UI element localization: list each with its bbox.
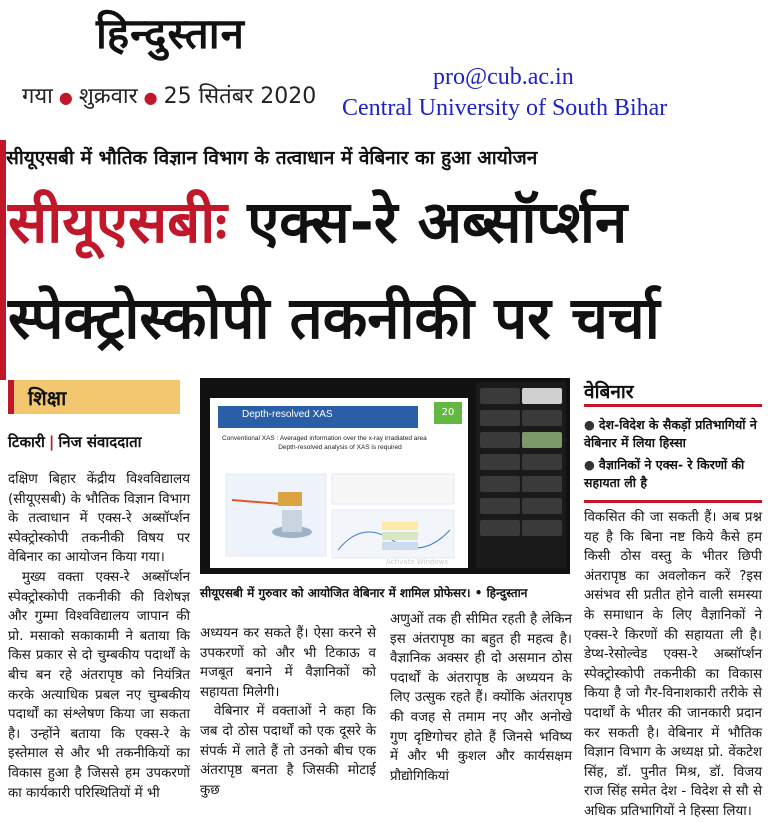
participant-tile (522, 432, 562, 448)
dateline-city: गया (22, 84, 53, 109)
slide-number: 20 (434, 402, 462, 424)
sidebar-bullet (584, 456, 764, 492)
slide-title: Depth-resolved XAS (242, 409, 333, 420)
participant-tile (480, 410, 520, 426)
participant-tile (522, 388, 562, 404)
sidebar-bullet-text: देश-विदेश के सैकड़ों प्रतिभागियों ने वेबिनार में लिया हिस्सा (584, 417, 757, 450)
left-paragraph-1: दक्षिण बिहार केंद्रीय विश्वविद्यालय (सीयूएसबी) के भौतिक विज्ञान विभाग के तत्वाधान में एक्स-रे अब्सॉर्प्शन स्पेक्ट्रोस्कोपी तकनीकी विषय पर वेबिनार का आयोजन किया गया। (8, 472, 190, 566)
headline-line-2: स्पेक्ट्रोस्कोपी तकनीकी पर चर्चा (8, 284, 660, 352)
xas-diagram (222, 470, 458, 562)
slide-title-bar (218, 406, 418, 428)
mid1-paragraph-2: वेबिनार में वक्ताओं ने कहा कि जब दो ठोस पदार्थों को एक दूसरे के संपर्क में लाते हैं तो उनको बीच एक अंतरापृष्ठ बनता है जिसकी मोटाई कुछ (200, 704, 376, 798)
participant-tile (480, 388, 520, 404)
participant-tile (480, 454, 520, 470)
left-paragraph-2: मुख्य वक्ता एक्स-रे अब्सॉर्प्शन स्पेक्ट्रोस्कोपी तकनीकी की विशेषज्ञ और गुम्मा विश्वविद्यालय जापान की प्रो. मसाको सकाकामी ने बताया कि किस प्रकार से दो चुम्बकीय पदार्थों के बीच बन रहे अंतरापृष्ठ को नियंत्रित करके अत्याधिक प्रबल नए चुम्बकीय पदार्थों का संश्लेषण किया जा सकता है। उन्होंने बताया कि एक्स-रे के इस्तेमाल से और भी तकनीकियों का विकास हुआ है जिससे हम उपकरणों का कार्यकारी परिस्थितियों में भी (8, 569, 190, 801)
section-tag (8, 380, 180, 414)
slide-line-2: Depth-resolved analysis of XAS is required (278, 444, 402, 451)
pro-university: Central University of South Bihar (342, 95, 668, 121)
webinar-screenshot-photo (200, 378, 570, 574)
middle-column-2 (390, 610, 572, 786)
participant-tile (522, 410, 562, 426)
photo-caption: सीयूएसबी में गुरुवार को आयोजित वेबिनार में शामिल प्रोफेसर। • हिन्दुस्तान (200, 586, 528, 600)
dateline-day: शुक्रवार (78, 84, 138, 109)
headline-rest: एक्स-रे अब्सॉर्प्शन (227, 188, 628, 256)
participant-tile (522, 520, 562, 536)
headline-red-part: सीयूएसबीः (8, 188, 228, 256)
sidebar-box-title: वेबिनार (584, 381, 634, 403)
participant-tile (480, 476, 520, 492)
participant-tile (480, 520, 520, 536)
bullet-dot-icon: ● (143, 87, 158, 107)
dateline (22, 80, 316, 110)
participant-tile (480, 432, 520, 448)
mid2-paragraph-1: अणुओं तक ही सीमित रहती है लेकिन इस अंतरापृष्ठ का बहुत ही महत्व है। वैज्ञानिक अक्सर ही दो असमान ठोस पदार्थों के अंतरापृष्ठ के अध्ययन के लिए उत्सुक रहते हैं। क्योंकि अंतरापृष्ठ की वजह से तमाम नए और अनोखे गुण दृष्टिगोचर होते हैं जिनसे भविष्य में और भी कुशल और कार्यसक्षम प्रौद्योगिकियां (390, 612, 572, 784)
article-kicker: सीयूएसबी में भौतिक विज्ञान विभाग के तत्वाधान में वेबिनार का हुआ आयोजन (6, 147, 538, 169)
mid1-paragraph-1: अध्ययन कर सकते हैं। ऐसा करने से उपकरणों को और भी टिकाऊ व मजबूत बनाने में वैज्ञानिकों को सहायता मिलेगी। (200, 626, 376, 700)
bullet-dot-icon: ● (584, 457, 595, 472)
activate-windows-watermark: Activate Windows (386, 558, 449, 566)
presentation-slide (210, 398, 468, 568)
participant-tile (522, 454, 562, 470)
participant-tile (480, 498, 520, 514)
sidebar-bullet (584, 416, 764, 452)
sidebar-rule-bottom (584, 500, 762, 503)
participant-video-grid (476, 382, 566, 568)
participant-tile (522, 498, 562, 514)
pro-email: pro@cub.ac.in (433, 64, 574, 90)
byline-separator: | (48, 433, 55, 451)
byline (8, 432, 142, 452)
byline-place: टिकारी (8, 433, 45, 451)
dateline-date: 25 सितंबर 2020 (163, 84, 317, 109)
bullet-dot-icon: ● (58, 87, 73, 107)
sidebar-rule (584, 404, 762, 407)
section-tag-label: शिक्षा (28, 386, 67, 410)
slide-line-1: Conventional XAS : Averaged information over the x-ray irradiated area (222, 435, 427, 442)
right-column (584, 508, 762, 822)
byline-reporter: निज संवाददाता (58, 433, 142, 451)
middle-column-1 (200, 624, 376, 800)
right-paragraph-1: विकसित की जा सकती हैं। अब प्रश्न यह है कि बिना नष्ट किये कैसे हम किसी ठोस वस्तु के भीतर छिपी अंतरापृष्ठ का अवलोकन करें ?इस असंभव सी प्रतीत होने वाली समस्या के समाधान के लिए वैज्ञानिकों ने एक्स-रे किरणों की सहायता ली है। डेप्थ-रेसोल्वेड एक्स-रे अब्सॉर्प्शन स्पेक्ट्रोस्कोपी तकनीकी का विकास किया है जो गैर-विनाशकारी तरीके से पदार्थों के भीतर की जानकारी प्रदान कर सकती है। वेबिनार में भौतिक विज्ञान विभाग के अध्यक्ष प्रो. वेंकटेश सिंह, डॉ. पुनीत मिश्र, डॉ. विजय राज सिंह समेत देश - विदेश से सौ से अधिक प्रतिभागियों ने हिस्सा लिया। (584, 510, 762, 819)
newspaper-masthead: हिन्दुस्तान (96, 9, 245, 58)
participant-tile (522, 476, 562, 492)
left-column (8, 470, 190, 803)
slide-body (222, 434, 458, 452)
accent-stripe (0, 140, 6, 380)
headline-line-1 (8, 180, 627, 259)
bullet-dot-icon: ● (584, 417, 595, 432)
sidebar-bullet-text: वैज्ञानिकों ने एक्स- रे किरणों की सहायता ली है (584, 457, 745, 490)
